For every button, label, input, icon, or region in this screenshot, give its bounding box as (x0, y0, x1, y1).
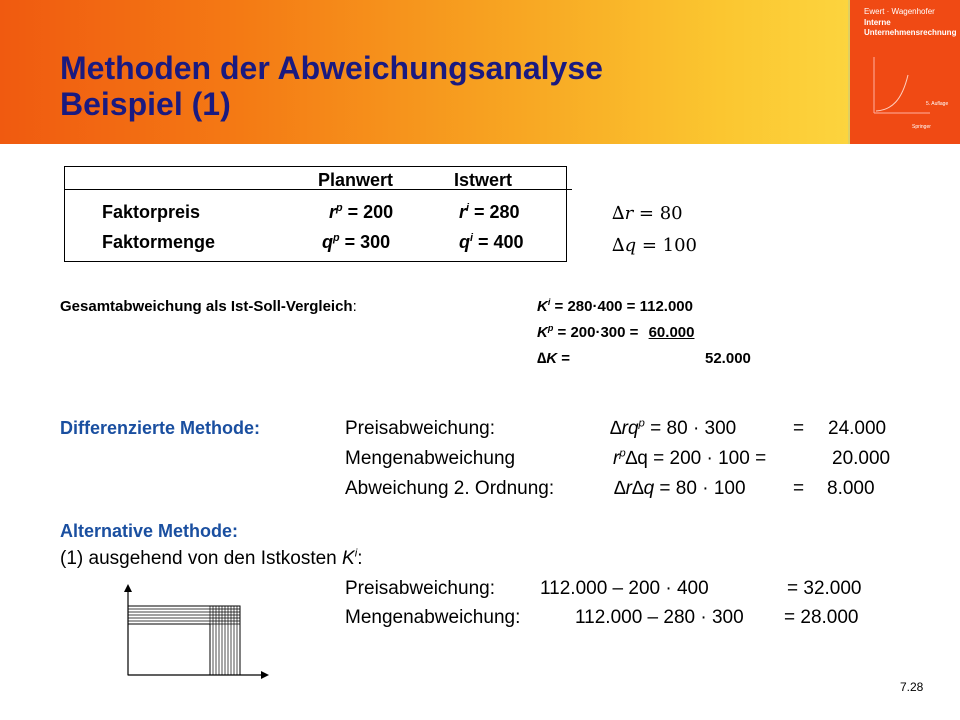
mengenabweichung-formula: $r^p\Delta q = 200 \cdot 100$ = (613, 447, 767, 469)
table-row-label: Faktorpreis (102, 202, 201, 222)
book-edition: 5. Auflage (926, 101, 949, 107)
abweichung-2-eq: = (793, 478, 805, 499)
title-line-1: Methoden der Abweichungsanalyse (60, 50, 603, 86)
x-axis-arrow-icon (261, 671, 269, 679)
table-header-plan: Planwert (318, 170, 394, 190)
title-line-2: Beispiel (1) (60, 86, 231, 122)
alt-mengenabweichung-result: = 28.000 (784, 607, 859, 628)
y-axis-arrow-icon (124, 584, 132, 592)
delta-q-formula: ∆q = 100 (612, 235, 697, 256)
gesamt-kp-line: $K^p = 200\cdot 300 = 60.000$ (537, 323, 695, 341)
preisabweichung-formula: $\Delta rq^p = 80 \cdot 300$ (610, 417, 737, 439)
page-number: 7.28 (900, 680, 924, 694)
alternativ-subheading: (1) ausgehend von den Istkosten $K^i$: (60, 547, 363, 569)
differenziert-heading: Differenzierte Methode: (60, 418, 261, 438)
istkosten-rectangle (128, 606, 240, 675)
alt-preisabweichung-result: = 32.000 (787, 578, 862, 599)
alt-mengenabweichung-expr: 112.000 – 280 · 300 (575, 607, 744, 628)
book-title-1: Interne (864, 18, 891, 27)
table-cell-ist: $r^i = 280$ (459, 202, 520, 222)
book-title-2: Unternehmensrechnung (864, 28, 957, 37)
alt-mengenabweichung-label: Mengenabweichung: (345, 607, 521, 628)
table-cell-plan: $q^p = 300$ (322, 232, 391, 252)
book-publisher: Springer (912, 124, 931, 130)
horizontal-hatching (128, 606, 240, 624)
alt-preisabweichung-expr: 112.000 – 200 · 400 (540, 578, 709, 599)
mengenabweichung-label: Mengenabweichung (345, 448, 516, 469)
abweichung-2-formula: ∆r∆q = 80 · 100 (614, 478, 746, 499)
table-cell-ist: $q^i = 400$ (459, 232, 524, 252)
table-cell-plan: $r^p = 200$ (329, 202, 394, 222)
alt-preisabweichung-label: Preisabweichung: (345, 578, 495, 599)
table-row-label: Faktormenge (102, 232, 216, 252)
preisabweichung-result: 24.000 (828, 418, 887, 439)
abweichung-2-label: Abweichung 2. Ordnung: (345, 478, 555, 499)
gesamt-dk-line: ∆K = (537, 350, 570, 367)
cost-rectangle-diagram (110, 580, 275, 685)
preisabweichung-label: Preisabweichung: (345, 418, 495, 439)
delta-r-formula: ∆r = 80 (612, 203, 683, 224)
gesamt-dk-value: 52.000 (705, 350, 751, 367)
slide-title (60, 50, 603, 122)
alternativ-heading: Alternative Methode: (60, 521, 239, 541)
abweichung-2-result: 8.000 (827, 478, 875, 499)
mengenabweichung-result: 20.000 (832, 448, 891, 469)
preisabweichung-eq: = (793, 418, 805, 439)
gesamt-ki-line: $K^i = 280\cdot 400 = 112.000$ (537, 297, 693, 315)
gesamt-label: Gesamtabweichung als Ist-Soll-Vergleich: (60, 298, 357, 315)
vertical-hatching (210, 606, 237, 675)
book-authors: Ewert · Wagenhofer (864, 7, 935, 16)
book-cover-image (848, 0, 960, 144)
book-cover-plot-icon (872, 55, 932, 115)
table-header-ist: Istwert (454, 170, 513, 190)
